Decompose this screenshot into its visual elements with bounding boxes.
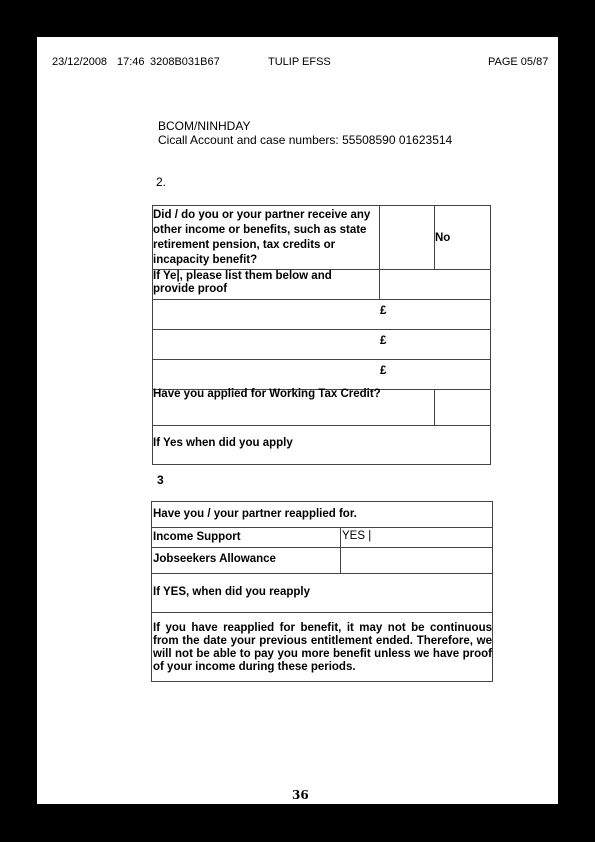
fax-date: 23/12/2008: [52, 56, 108, 68]
fax-page: PAGE 05/87: [488, 56, 549, 68]
question-other-income: Did / do you or your partner receive any other income or benefits, such as state retirement pension, tax credits or incapacity benefit?: [153, 209, 371, 266]
jsa-label: Jobseekers Allowance: [153, 553, 276, 565]
account-line: Cicall Account and case numbers: 55508590 01623514: [158, 133, 453, 147]
question-working-tax-credit: Have you applied for Working Tax Credit?: [153, 388, 381, 400]
income-support-value[interactable]: YES |: [342, 530, 372, 542]
document-page: [37, 37, 558, 804]
pound-field-2[interactable]: £: [380, 335, 387, 347]
fax-time: 17:46: [117, 56, 145, 68]
pound-field-1[interactable]: £: [380, 305, 387, 317]
pound-field-3[interactable]: £: [380, 365, 387, 377]
section-2-number: 2.: [156, 175, 167, 189]
fax-id: 3208B031B67: [150, 56, 220, 68]
no-label: No: [435, 232, 451, 244]
section-3-table: [151, 501, 493, 682]
income-support-label: Income Support: [153, 531, 241, 543]
reference-code: BCOM/NINHDAY: [158, 119, 251, 133]
question-reapplied: Have you / your partner reapplied for.: [153, 508, 357, 520]
page-number: 36: [292, 788, 309, 802]
section-2-table: [152, 205, 491, 465]
question-when-reapplied: If YES, when did you reapply: [153, 586, 310, 598]
section-3-number: 3: [157, 473, 164, 487]
notice-continuity: If you have reapplied for benefit, it may not be continuous from the date your previous entitlement ended. Therefore, we will not be able to pay you more benefit unless we have proof of your income during these periods.: [153, 622, 492, 673]
fax-sender: TULIP EFSS: [268, 56, 331, 68]
question-list-proof: If Ye|, please list them below and provide proof: [153, 270, 332, 295]
question-when-applied: If Yes when did you apply: [153, 437, 293, 449]
